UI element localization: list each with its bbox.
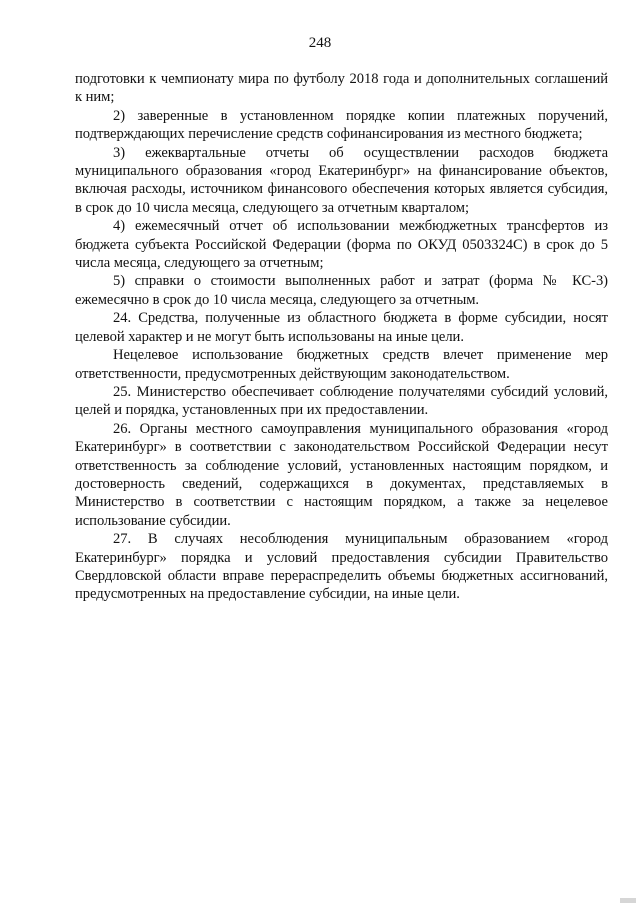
document-body bbox=[75, 70, 608, 604]
paragraph-item-4: 4) ежемесячный отчет об использовании межбюджетных трансфертов из бюджета субъекта Российской Федерации (форма по ОКУД 0503324С) в срок до 5 числа месяца, следующего за отчетным; bbox=[75, 218, 608, 272]
paragraph-clause-27: 27. В случаях несоблюдения муниципальным образованием «город Екатеринбург» порядка и условий предоставления субсидии Правительство Свердловской области вправе перераспределить объемы бюджетных ассигнований, предусмотренных на предоставление субсидии, на иные цели. bbox=[75, 531, 608, 603]
paragraph-misuse-liability: Нецелевое использование бюджетных средств влечет применение мер ответственности, предусмотренных действующим законодательством. bbox=[75, 347, 608, 382]
page-number: 248 bbox=[308, 35, 332, 51]
paragraph-item-3: 3) ежеквартальные отчеты об осуществлении расходов бюджета муниципального образования «город Екатеринбург» на финансирование объектов, включая расходы, источником финансового обеспечения которых является субсидия, в срок до 10 числа месяца, следующего за отчетным кварталом; bbox=[75, 144, 608, 216]
paragraph-clause-26: 26. Органы местного самоуправления муниципального образования «город Екатеринбург» в соответствии с законодательством Российской Федерации несут ответственность за соблюдение условий, установленных настоящим порядком, и достоверность сведений, содержащихся в документах, представляемых в Министерство в соответствии с настоящим порядком, а также за нецелевое использование субсидии. bbox=[75, 420, 608, 529]
paragraph-item-5: 5) справки о стоимости выполненных работ и затрат (форма № КС-3) ежемесячно в срок до 10 числа месяца, следующего за отчетным. bbox=[75, 273, 608, 308]
paragraph-item-2: 2) заверенные в установленном порядке копии платежных поручений, подтверждающих перечисление средств софинансирования из местного бюджета; bbox=[75, 107, 608, 143]
paragraph-clause-24: 24. Средства, полученные из областного бюджета в форме субсидии, носят целевой характер и не могут быть использованы на иные цели. bbox=[75, 310, 608, 345]
paragraph-continuation: подготовки к чемпионату мира по футболу 2018 года и дополнительных соглашений к ним; bbox=[75, 71, 608, 106]
paragraph-clause-25: 25. Министерство обеспечивает соблюдение получателями субсидий условий, целей и порядка, установленных при их предоставлении. bbox=[75, 383, 608, 419]
scan-edge-mark bbox=[620, 898, 636, 903]
